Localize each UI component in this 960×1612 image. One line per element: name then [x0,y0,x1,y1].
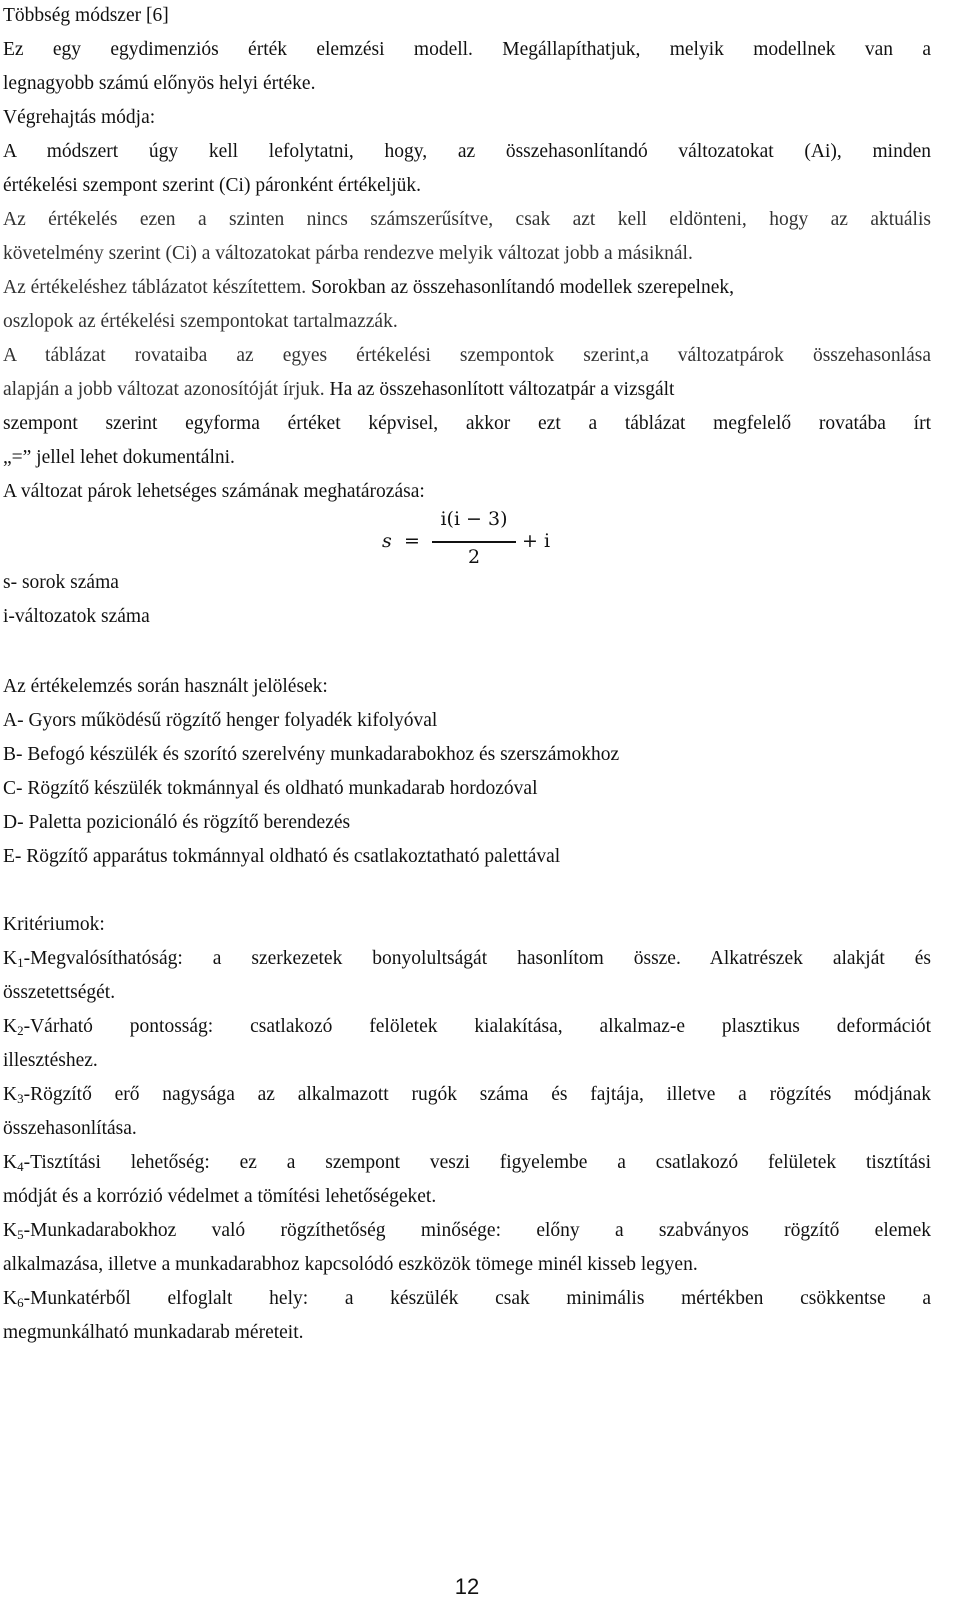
criterion-index: 1 [17,955,24,970]
paragraph-line: értékelési szempont szerint (Ci) páronként értékeljük. [3,175,422,196]
pair-count-formula [382,508,582,574]
formula-lhs: s [382,530,392,552]
criterion-index: 3 [17,1091,24,1106]
criterion-line: összetettségét. [3,982,116,1003]
paragraph-segment: Ha az összehasonlított változatpár a vizsgált [324,379,675,400]
criteria-heading: Kritériumok: [3,914,105,935]
criterion-letter: K [3,1288,18,1309]
criterion-line: összehasonlítása. [3,1118,137,1139]
procedure-heading: Végrehajtás módja: [3,107,156,128]
criterion-line: alkalmazása, illetve a munkadarabhoz kapcsolódó eszközök tömege minél kisseb legyen. [3,1254,698,1275]
criterion-letter: K [3,948,18,969]
criterion-line [3,947,931,971]
paragraph-segment: Sorokban az összehasonlítandó modellek szerepelnek, [306,277,734,298]
section-heading: Többség módszer [6] [3,5,169,26]
criterion-text: -Rögzítő erő nagysága az alkalmazott rugók száma és fajtája, illetve a rögzítés módjának [23,1084,931,1105]
paragraph-line [3,276,931,300]
formula-plus-term: + i [522,530,551,552]
paragraph-line: „=” jellel lehet dokumentálni. [3,447,235,468]
notation-item: C- Rögzítő készülék tokmánnyal és oldható munkadarab hordozóval [3,778,538,799]
notation-item: A- Gyors működésű rögzítő henger folyadék kifolyóval [3,710,438,731]
paragraph-line: A módszert úgy kell lefolytatni, hogy, az összehasonlítandó változatokat (Ai), minden [3,141,931,162]
criterion-index: 6 [17,1295,24,1310]
criterion-line [3,1083,931,1107]
criterion-line: megmunkálható munkadarab méreteit. [3,1322,304,1343]
paragraph-segment: alapján a jobb változat azonosítóját írjuk. [3,379,325,400]
paragraph-line: oszlopok az értékelési szempontokat tartalmazzák. [3,311,398,332]
formula-equals: = [404,530,420,552]
criterion-letter: K [3,1084,18,1105]
criterion-letter: K [3,1220,18,1241]
criterion-index: 5 [17,1227,24,1242]
criterion-line [3,1219,931,1243]
fraction-bar [432,541,516,543]
formula-denominator: 2 [467,546,481,568]
formula-numerator: i(i − 3) [440,508,508,530]
notation-item: D- Paletta pozicionáló és rögzítő berendezés [3,812,351,833]
criterion-line: illesztéshez. [3,1050,98,1071]
paragraph-line: szempont szerint egyforma értéket képvisel, akkor ezt a táblázat megfelelő rovatába írt [3,413,931,434]
intro-line: Ez egy egydimenziós érték elemzési modell. Megállapíthatjuk, melyik modellnek van a [3,39,931,60]
criterion-text: -Munkadarabokhoz való rögzíthetőség minősége: előny a szabványos rögzítő elemek [23,1220,931,1241]
paragraph-line: követelmény szerint (Ci) a változatokat párba rendezve melyik változat jobb a másiknál. [3,243,693,264]
criterion-line [3,1151,931,1175]
criterion-text: -Várható pontosság: csatlakozó felöletek kialakítása, alkalmaz-e plasztikus deformációt [23,1016,931,1037]
definition-i: i-változatok száma [3,606,150,627]
notation-heading: Az értékelemzés során használt jelölések: [3,676,328,697]
page-number: 12 [454,1574,480,1599]
paragraph-line: A táblázat rovataiba az egyes értékelési szempontok szerint,a változatpárok összehasonlása [3,345,931,366]
criterion-letter: K [3,1152,18,1173]
criterion-index: 2 [17,1023,24,1038]
notation-item: B- Befogó készülék és szorító szerelvény munkadarabokhoz és szerszámokhoz [3,744,620,765]
criterion-letter: K [3,1016,18,1037]
paragraph-line [3,378,931,402]
criterion-text: -Munkatérből elfoglalt hely: a készülék csak minimális mértékben csökkentse a [23,1288,931,1309]
paragraph-line: A változat párok lehetséges számának meghatározása: [3,481,425,502]
criterion-line: módját és a korrózió védelmet a tömítési lehetőségeket. [3,1186,437,1207]
criterion-line [3,1015,931,1039]
criterion-index: 4 [17,1159,24,1174]
criterion-text: -Tisztítási lehetőség: ez a szempont veszi figyelembe a csatlakozó felületek tisztítási [23,1152,931,1173]
criterion-text: -Megvalósíthatóság: a szerkezetek bonyolultságát hasonlítom össze. Alkatrészek alakját és [23,948,931,969]
definition-s: s- sorok száma [3,572,119,593]
paragraph-segment: Az értékeléshez táblázatot készítettem. [3,277,307,298]
notation-item: E- Rögzítő apparátus tokmánnyal oldható és csatlakoztatható palettával [3,846,561,867]
criterion-line [3,1287,931,1311]
intro-line: legnagyobb számú előnyös helyi értéke. [3,73,316,94]
paragraph-line: Az értékelés ezen a szinten nincs számszerűsítve, csak azt kell eldönteni, hogy az aktuális [3,209,931,230]
